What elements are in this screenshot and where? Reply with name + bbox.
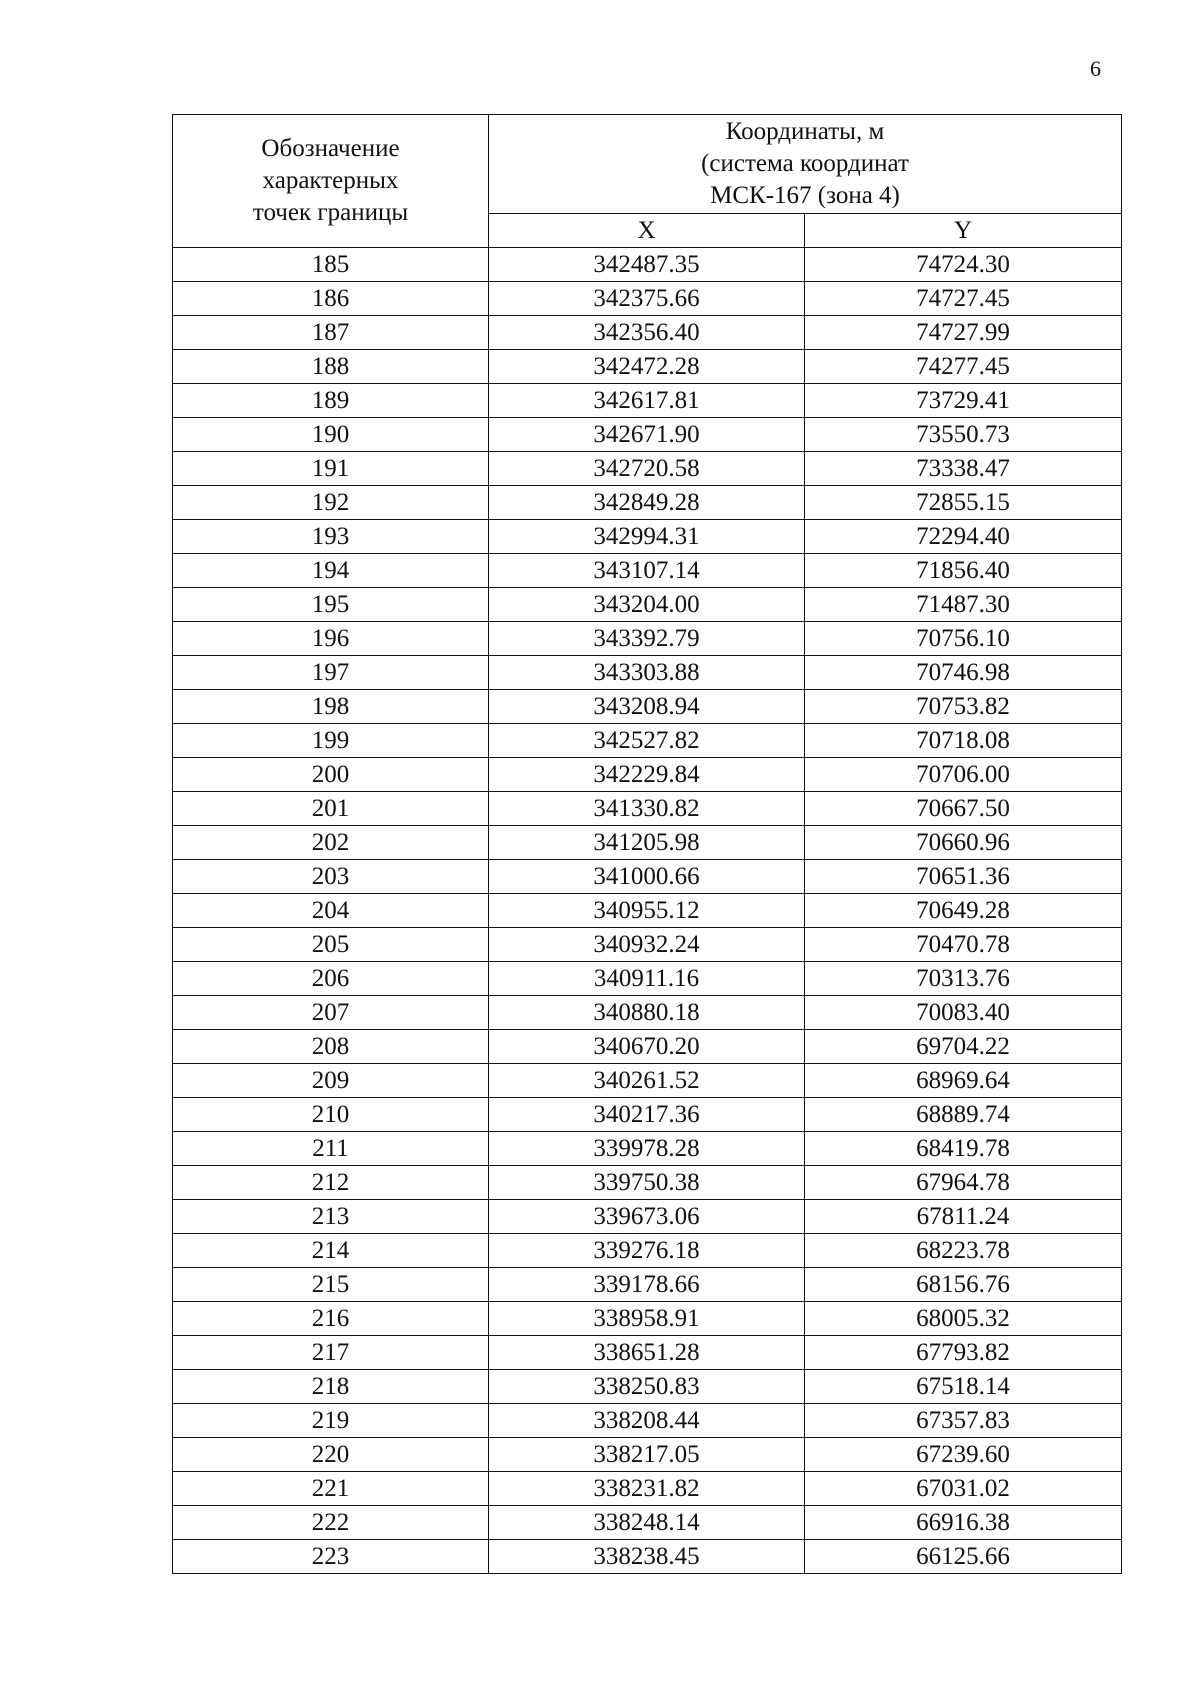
y-coordinate-cell: 68969.64 <box>805 1064 1122 1098</box>
y-coordinate-cell: 68005.32 <box>805 1302 1122 1336</box>
y-coordinate-cell: 67239.60 <box>805 1438 1122 1472</box>
table-row <box>173 520 1122 554</box>
y-coordinate-cell: 68889.74 <box>805 1098 1122 1132</box>
x-coordinate-cell: 340670.20 <box>489 1030 805 1064</box>
point-id-cell: 205 <box>173 928 489 962</box>
table-header <box>173 115 1122 248</box>
y-coordinate-cell: 71487.30 <box>805 588 1122 622</box>
point-id-cell: 208 <box>173 1030 489 1064</box>
table-row <box>173 588 1122 622</box>
table-row <box>173 316 1122 350</box>
point-id-cell: 194 <box>173 554 489 588</box>
x-coordinate-cell: 338208.44 <box>489 1404 805 1438</box>
y-coordinate-cell: 70651.36 <box>805 860 1122 894</box>
coords-header-line: Координаты, м <box>725 118 885 145</box>
point-id-cell: 192 <box>173 486 489 520</box>
point-id-cell: 197 <box>173 656 489 690</box>
x-coordinate-cell: 343204.00 <box>489 588 805 622</box>
point-id-cell: 198 <box>173 690 489 724</box>
table-row <box>173 1098 1122 1132</box>
point-id-cell: 188 <box>173 350 489 384</box>
y-coordinate-cell: 67357.83 <box>805 1404 1122 1438</box>
y-coordinate-cell: 68156.76 <box>805 1268 1122 1302</box>
x-coordinate-cell: 340932.24 <box>489 928 805 962</box>
table-row <box>173 452 1122 486</box>
x-coordinate-cell: 338231.82 <box>489 1472 805 1506</box>
point-id-cell: 191 <box>173 452 489 486</box>
table-row <box>173 418 1122 452</box>
y-coordinate-cell: 72294.40 <box>805 520 1122 554</box>
x-coordinate-cell: 342617.81 <box>489 384 805 418</box>
y-coordinate-cell: 70746.98 <box>805 656 1122 690</box>
x-coordinate-cell: 340911.16 <box>489 962 805 996</box>
y-coordinate-cell: 71856.40 <box>805 554 1122 588</box>
x-coordinate-cell: 343303.88 <box>489 656 805 690</box>
table-row <box>173 656 1122 690</box>
x-coordinate-cell: 338958.91 <box>489 1302 805 1336</box>
y-coordinate-cell: 70706.00 <box>805 758 1122 792</box>
point-id-cell: 213 <box>173 1200 489 1234</box>
coordinates-table <box>172 114 1122 1574</box>
y-coordinate-cell: 68419.78 <box>805 1132 1122 1166</box>
point-id-cell: 211 <box>173 1132 489 1166</box>
x-coordinate-cell: 342375.66 <box>489 282 805 316</box>
table-row <box>173 792 1122 826</box>
table-row <box>173 690 1122 724</box>
x-coordinate-cell: 338248.14 <box>489 1506 805 1540</box>
table-row <box>173 1302 1122 1336</box>
point-id-cell: 200 <box>173 758 489 792</box>
table-row <box>173 486 1122 520</box>
table-row <box>173 962 1122 996</box>
table-row <box>173 1132 1122 1166</box>
x-coordinate-cell: 343392.79 <box>489 622 805 656</box>
page-number: 6 <box>1090 56 1101 81</box>
point-id-cell: 195 <box>173 588 489 622</box>
y-coordinate-cell: 68223.78 <box>805 1234 1122 1268</box>
y-coordinate-cell: 67031.02 <box>805 1472 1122 1506</box>
x-coordinate-cell: 340955.12 <box>489 894 805 928</box>
table-row <box>173 622 1122 656</box>
y-coordinate-cell: 74277.45 <box>805 350 1122 384</box>
table-row <box>173 1438 1122 1472</box>
header-row-main <box>173 115 1122 214</box>
table-row <box>173 1268 1122 1302</box>
point-header-line: характерных <box>262 167 399 194</box>
y-coordinate-cell: 70083.40 <box>805 996 1122 1030</box>
point-id-cell: 210 <box>173 1098 489 1132</box>
x-coordinate-cell: 343107.14 <box>489 554 805 588</box>
y-coordinate-cell: 67964.78 <box>805 1166 1122 1200</box>
x-column-header: X <box>489 214 805 248</box>
table-row <box>173 1234 1122 1268</box>
point-id-cell: 207 <box>173 996 489 1030</box>
y-coordinate-cell: 74727.99 <box>805 316 1122 350</box>
table-row <box>173 1030 1122 1064</box>
table-row <box>173 724 1122 758</box>
point-header-line: точек границы <box>252 199 409 226</box>
y-coordinate-cell: 70660.96 <box>805 826 1122 860</box>
x-coordinate-cell: 342229.84 <box>489 758 805 792</box>
x-coordinate-cell: 342472.28 <box>489 350 805 384</box>
y-coordinate-cell: 73550.73 <box>805 418 1122 452</box>
table-row <box>173 1540 1122 1574</box>
coordinates-header <box>489 115 1122 214</box>
x-coordinate-cell: 342720.58 <box>489 452 805 486</box>
point-id-cell: 190 <box>173 418 489 452</box>
x-coordinate-cell: 342356.40 <box>489 316 805 350</box>
table-row <box>173 894 1122 928</box>
x-coordinate-cell: 341000.66 <box>489 860 805 894</box>
x-coordinate-cell: 339978.28 <box>489 1132 805 1166</box>
coords-header-line: МСК-167 (зона 4) <box>710 182 900 209</box>
point-id-cell: 202 <box>173 826 489 860</box>
x-coordinate-cell: 338651.28 <box>489 1336 805 1370</box>
x-coordinate-cell: 342849.28 <box>489 486 805 520</box>
table-row <box>173 928 1122 962</box>
table-row <box>173 996 1122 1030</box>
point-id-cell: 187 <box>173 316 489 350</box>
x-coordinate-cell: 342994.31 <box>489 520 805 554</box>
table-row <box>173 1370 1122 1404</box>
x-coordinate-cell: 338250.83 <box>489 1370 805 1404</box>
point-id-cell: 214 <box>173 1234 489 1268</box>
table-row <box>173 1064 1122 1098</box>
point-id-cell: 222 <box>173 1506 489 1540</box>
point-header-line: Обозначение <box>261 135 400 162</box>
y-coordinate-cell: 67518.14 <box>805 1370 1122 1404</box>
y-coordinate-cell: 72855.15 <box>805 486 1122 520</box>
point-id-cell: 212 <box>173 1166 489 1200</box>
x-coordinate-cell: 339750.38 <box>489 1166 805 1200</box>
point-id-cell: 221 <box>173 1472 489 1506</box>
x-coordinate-cell: 339178.66 <box>489 1268 805 1302</box>
x-coordinate-cell: 340217.36 <box>489 1098 805 1132</box>
point-id-cell: 185 <box>173 248 489 282</box>
y-coordinate-cell: 70756.10 <box>805 622 1122 656</box>
point-id-cell: 193 <box>173 520 489 554</box>
x-coordinate-cell: 342527.82 <box>489 724 805 758</box>
point-id-cell: 220 <box>173 1438 489 1472</box>
table-row <box>173 758 1122 792</box>
table-body <box>173 248 1122 1574</box>
table-row <box>173 384 1122 418</box>
y-coordinate-cell: 70718.08 <box>805 724 1122 758</box>
y-coordinate-cell: 66916.38 <box>805 1506 1122 1540</box>
y-coordinate-cell: 70313.76 <box>805 962 1122 996</box>
y-coordinate-cell: 70470.78 <box>805 928 1122 962</box>
point-id-cell: 206 <box>173 962 489 996</box>
table-row <box>173 860 1122 894</box>
y-coordinate-cell: 70667.50 <box>805 792 1122 826</box>
y-coordinate-cell: 70753.82 <box>805 690 1122 724</box>
x-coordinate-cell: 342487.35 <box>489 248 805 282</box>
point-id-cell: 217 <box>173 1336 489 1370</box>
table-row <box>173 1200 1122 1234</box>
table-row <box>173 1336 1122 1370</box>
point-id-cell: 218 <box>173 1370 489 1404</box>
point-id-cell: 196 <box>173 622 489 656</box>
point-id-cell: 189 <box>173 384 489 418</box>
y-coordinate-cell: 69704.22 <box>805 1030 1122 1064</box>
y-coordinate-cell: 73338.47 <box>805 452 1122 486</box>
table-row <box>173 282 1122 316</box>
point-designation-header <box>173 115 489 248</box>
point-id-cell: 209 <box>173 1064 489 1098</box>
y-coordinate-cell: 74724.30 <box>805 248 1122 282</box>
y-column-header: Y <box>805 214 1122 248</box>
coords-header-line: (система координат <box>701 150 909 177</box>
table-row <box>173 1166 1122 1200</box>
point-id-cell: 219 <box>173 1404 489 1438</box>
y-coordinate-cell: 66125.66 <box>805 1540 1122 1574</box>
point-id-cell: 223 <box>173 1540 489 1574</box>
table-row <box>173 826 1122 860</box>
x-coordinate-cell: 340261.52 <box>489 1064 805 1098</box>
y-coordinate-cell: 73729.41 <box>805 384 1122 418</box>
x-coordinate-cell: 343208.94 <box>489 690 805 724</box>
point-id-cell: 204 <box>173 894 489 928</box>
x-coordinate-cell: 338217.05 <box>489 1438 805 1472</box>
x-coordinate-cell: 339276.18 <box>489 1234 805 1268</box>
x-coordinate-cell: 339673.06 <box>489 1200 805 1234</box>
point-id-cell: 199 <box>173 724 489 758</box>
point-id-cell: 215 <box>173 1268 489 1302</box>
point-id-cell: 186 <box>173 282 489 316</box>
table-row <box>173 554 1122 588</box>
y-coordinate-cell: 67811.24 <box>805 1200 1122 1234</box>
y-coordinate-cell: 67793.82 <box>805 1336 1122 1370</box>
table-row <box>173 350 1122 384</box>
y-coordinate-cell: 74727.45 <box>805 282 1122 316</box>
point-id-cell: 203 <box>173 860 489 894</box>
x-coordinate-cell: 341205.98 <box>489 826 805 860</box>
x-coordinate-cell: 342671.90 <box>489 418 805 452</box>
point-id-cell: 201 <box>173 792 489 826</box>
y-coordinate-cell: 70649.28 <box>805 894 1122 928</box>
table-row <box>173 248 1122 282</box>
table-row <box>173 1506 1122 1540</box>
table-row <box>173 1472 1122 1506</box>
x-coordinate-cell: 340880.18 <box>489 996 805 1030</box>
x-coordinate-cell: 338238.45 <box>489 1540 805 1574</box>
point-id-cell: 216 <box>173 1302 489 1336</box>
table-row <box>173 1404 1122 1438</box>
x-coordinate-cell: 341330.82 <box>489 792 805 826</box>
